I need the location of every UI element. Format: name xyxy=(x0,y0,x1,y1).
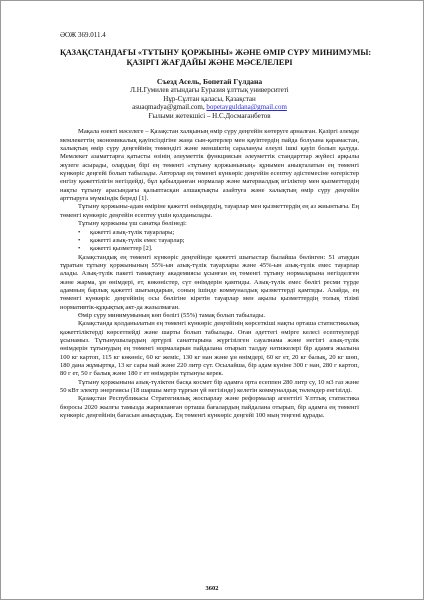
list-item-text: қажетті азық-түлік тауарлары; xyxy=(90,228,175,236)
emails xyxy=(60,103,359,112)
list-item xyxy=(60,245,359,253)
email-second-link[interactable]: bopetayguldana@gmail.com xyxy=(206,103,287,112)
list-item xyxy=(60,229,359,237)
bullet-icon: • xyxy=(78,245,81,253)
bullet-icon: • xyxy=(78,228,81,236)
affiliation: Л.Н.Гумилев атындағы Еуразия ұлттық университеті xyxy=(130,86,289,94)
list-item xyxy=(60,237,359,245)
paragraph-1: Мақала өзекті мәселеге – Қазақстан халқының өмір сүру деңгейін көтеруге арналған. Қазіргі әлемде мемлекеттің экономикалық қауіпсіздігіне жаңа сын-қатерлер мен қауіптердің пайда болуына қарамастан, халықтың өмір сүру деңгейінің төмендігі және меншіктің саралануы елеулі ішкі қауіп болып қалуда. Мемлекет азаматтарға қатысты өзінің әлеуметтік функциясын әлеуметтік стандарттар жүйесі арқылы жүзеге асырады, олардың бірі ең төменгі «тұтыну қоржынының» құнымен анықталатын ең төменгі күнкөріс деңгейі болып табылады. Авторлар ең төменгі күнкөріс деңгейін есептеу әдістемесіне өзгерістер енгізу қажеттілігін негіздейді, бұл қабылданған нормалар және материалдық игіліктер мен қызметтердің нақты тұтыну арасындағы қалыптасқан алшақтықты азайтуға және халықтың өмір сүру деңгейін арттыруға мүмкіндік береді [1]. xyxy=(60,128,359,203)
paragraph-4: Қазақстандық ең төменгі күнкөріс деңгейінде қажетті шығыстар былайша бөлінген: 51 атаудан тұратын тұтыну қоржынының 55%-ын азық-түлік тауарлары және 45%-ын азық-түлік емес тауарлар алады. Азық-түлік пакеті тамақтану академиясы ұсынған ең төменгі тұтыну нормаларына негізделген және жарма, ұн өнімдері, ет, көкөністер, сүт өнімдерін қамтиды. Азық-түлік емес бөлігі ресми түрде адамның барлық қажетті шығындарын, соның ішінде коммуналдық қызметтерді қамтиды. Алайда, ең төменгі күнкөріс деңгейінің осы бөлігіне кіретін тауарлар мен ақылы қызметтердің толық тізімі нормативтік-құқықтық акт-да жазылмаған. xyxy=(60,253,359,311)
authors: Съезд Асель, Бопетай Гүлдана xyxy=(156,77,263,86)
paragraph-6: Қазақстанда қолданылатын ең төменгі күнкөріс деңгейінің көрсеткіші нақты орташа статистикалық қажеттіліктерді көрсетпейді және шарты болып табылады. Оған әдеттегі өмірге келесі есептеулерді ұсынамыз. Тұтынушылардың әртүрлі санаттарына жүргізілген сауалнама және негізгі азық-түлік өнімдерін тұтынудың ең төменгі нормаларын пайдалана отырып талдау нәтижелері бір адамға жылына 100 кг картоп, 115 кг көкөніс, 60 кг жеміс, 130 кг нан және ұн өнімдері, 60 кг ет, 20 кг балық, 20 кг шөп, 180 дана жұмыртқа, 13 кг сары май және 220 литр сүт. Осылайша, бір адам күніне 300 г нан, 280 г картоп, 80 г ет, 50 г балық және 180 г ет өнімдерін тұтынуы керек. xyxy=(60,320,359,378)
paragraph-5: Өмір сүру минимумының көп бөлігі (55%) тамақ болып табылады. xyxy=(78,311,265,319)
location: Нұр-Сұлтан қаласы, Қазақстан xyxy=(163,94,256,103)
page-number: 3602 xyxy=(205,585,219,592)
list-item-text: қажетті азық-түлік емес тауарлар; xyxy=(90,236,185,244)
list-item-text: қажетті қызметтер [2]. xyxy=(90,245,153,253)
paper-title xyxy=(60,48,372,68)
email-first[interactable]: asuaqmadya@gmail.com xyxy=(132,103,203,112)
title-line-2: ҚАЗІРГІ ЖАҒДАЙЫ ЖӘНЕ МӘСЕЛЕЛЕРІ xyxy=(126,58,293,67)
paragraph-3: Тұтыну қоржыны үш санатқа бөлінеді: xyxy=(78,220,187,228)
udc-code: ӘОЖ 369.011.4 xyxy=(60,31,106,39)
paragraph-2: Тұтыну қоржыны-адам өміріне қажетті өнімдердің, тауарлар мен қызметтердің ең аз жиынтығы. Ең төменгі күнкөріс деңгейін есептеу үшін қолданылады. xyxy=(60,203,359,219)
paper-body xyxy=(60,128,359,420)
paragraph-7: Тұтыну қоржынына азық-түліктен басқа космет бір адамға орта есеппен 280 литр су, 10 м3 газ және 50 кВт электр энергиясы (18 шаршы метр тұрғын үй негізінде) келетін коммуналдық төлемдер енгізілді. xyxy=(60,378,359,395)
scientific-advisor: Ғылыми жетекшісі – Н.С.Досмағанбетов xyxy=(148,111,271,120)
category-list xyxy=(60,229,359,254)
title-line-1: ҚАЗАҚСТАНДАҒЫ «ТҰТЫНУ ҚОРЖЫНЫ» ЖӘНЕ ӨМІР СҮРУ МИНИМУМЫ: xyxy=(60,48,372,57)
bullet-icon: • xyxy=(78,236,81,244)
email-separator: , xyxy=(202,103,207,112)
paragraph-8: Қазақстан Республикасы Стратегиялық жоспарлау және реформалар агенттігі Ұлттық статистика бюросы 2020 жылғы тамызда жарияланған орташа бағалардың пайдалана отырып, бір адамға ең төменгі күнкөріс деңгейінің бағасын анықтадық. Ең төменгі күнкөріс деңгейі 100 мың теңгені құрады. xyxy=(60,395,359,420)
